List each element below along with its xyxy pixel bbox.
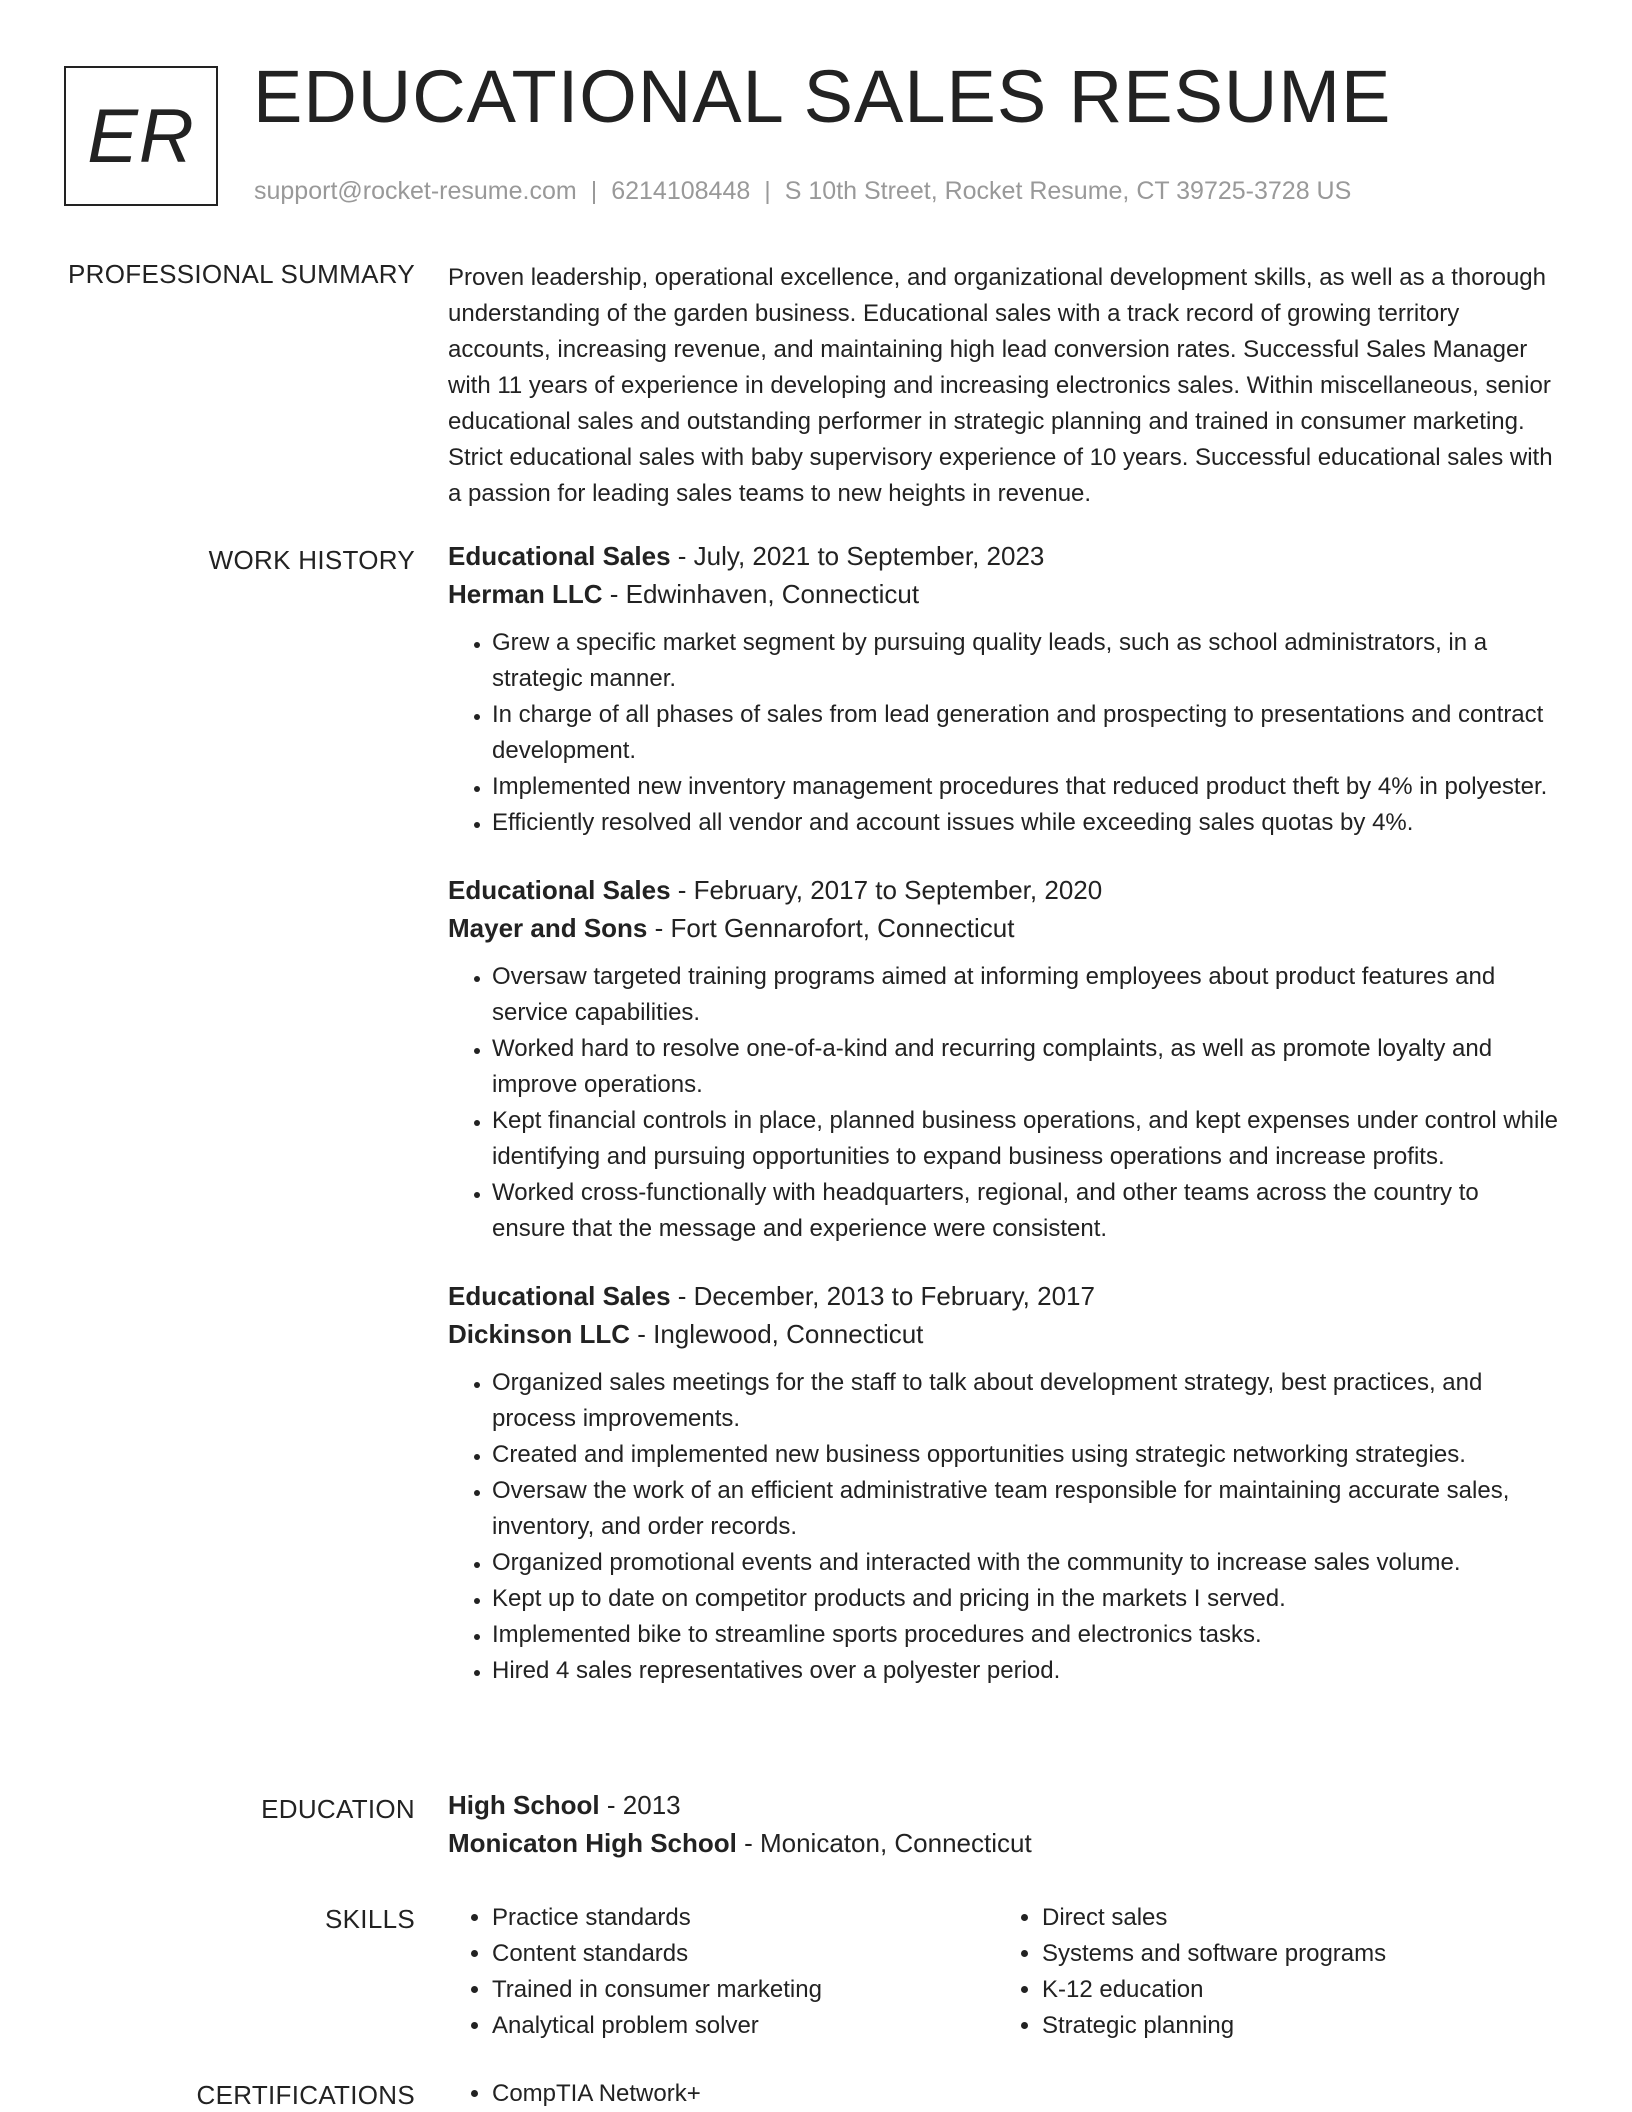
education-school: Monicaton High School [448, 1828, 737, 1858]
skill-item: • Systems and software programs [1042, 1936, 1548, 1972]
education-location: - Monicaton, Connecticut [736, 1828, 1032, 1858]
skills-list-left [448, 1900, 998, 2044]
section-label-work: WORK HISTORY [208, 545, 415, 575]
job-company: Mayer and Sons [448, 913, 648, 943]
job-bullet: • Worked hard to resolve one-of-a-kind and recurring complaints, as well as promote loyalty and improve operations. [492, 1031, 1558, 1103]
skill-item: • Content standards [492, 1936, 998, 1972]
job-title: Educational Sales [448, 875, 671, 905]
section-label-certifications: CERTIFICATIONS [196, 2080, 415, 2110]
job-bullets [448, 625, 1558, 841]
skill-item: • Strategic planning [1042, 2008, 1548, 2044]
job-company-line [448, 909, 1558, 947]
job-dates: - July, 2021 to September, 2023 [670, 541, 1045, 571]
job-title-line [448, 871, 1558, 909]
section-label-skills: SKILLS [325, 1904, 415, 1934]
contact-email: support@rocket-resume.com [254, 177, 577, 205]
job-title: Educational Sales [448, 541, 671, 571]
job-entry [448, 537, 1558, 841]
job-bullet: • In charge of all phases of sales from lead generation and prospecting to presentations and contract development. [492, 697, 1558, 769]
job-dates: - February, 2017 to September, 2020 [670, 875, 1103, 905]
education-school-line [448, 1824, 1558, 1862]
contact-address: S 10th Street, Rocket Resume, CT 39725-3728 US [784, 177, 1352, 205]
job-entry [448, 1277, 1558, 1689]
education-year: - 2013 [599, 1790, 681, 1820]
job-bullet: • Created and implemented new business opportunities using strategic networking strategies. [492, 1437, 1558, 1473]
summary-text: Proven leadership, operational excellence, and organizational development skills, as well as a thorough understanding of the garden business. Educational sales with a track record of growing territory accounts, increasing revenue, and maintaining high lead conversion rates. Successful Sales Manager with 11 years of experience in developing and increasing electronics sales. Within miscellaneous, senior educational sales and outstanding performer in strategic planning and trained in consumer marketing. Strict educational sales with baby supervisory experience of 10 years. Successful educational sales with a passion for leading sales teams to new heights in revenue. [448, 264, 1553, 507]
job-bullet: • Kept financial controls in place, planned business operations, and kept expenses under control while identifying and pursuing opportunities to expand business operations and increase profits. [492, 1103, 1558, 1175]
job-bullet: • Oversaw targeted training programs aimed at informing employees about product features and service capabilities. [492, 959, 1558, 1031]
job-bullets [448, 959, 1558, 1247]
job-dates: - December, 2013 to February, 2017 [670, 1281, 1095, 1311]
skills-list-right [998, 1900, 1548, 2044]
job-location: - Edwinhaven, Connecticut [602, 579, 920, 609]
job-company: Dickinson LLC [448, 1319, 631, 1349]
section-label-summary: PROFESSIONAL SUMMARY [68, 259, 415, 289]
section-label-education: EDUCATION [261, 1794, 415, 1824]
skill-item: • Practice standards [492, 1900, 998, 1936]
job-entry [448, 871, 1558, 1247]
education-degree-line [448, 1786, 1558, 1824]
job-bullet: • Oversaw the work of an efficient administrative team responsible for maintaining accurate sales, inventory, and order records. [492, 1473, 1558, 1545]
job-bullet: • Grew a specific market segment by pursuing quality leads, such as school administrators, in a strategic manner. [492, 625, 1558, 697]
job-bullet: • Organized sales meetings for the staff to talk about development strategy, best practices, and process improvements. [492, 1365, 1558, 1437]
certification-item: • CompTIA Network+ [492, 2076, 1558, 2112]
contact-separator: | [590, 177, 598, 205]
job-title: Educational Sales [448, 1281, 671, 1311]
job-bullet: • Kept up to date on competitor products and pricing in the markets I served. [492, 1581, 1558, 1617]
job-company-line [448, 575, 1558, 613]
job-bullet: • Implemented bike to streamline sports procedures and electronics tasks. [492, 1617, 1558, 1653]
job-location: - Fort Gennarofort, Connecticut [647, 913, 1015, 943]
education-degree: High School [448, 1790, 600, 1820]
job-bullet: • Organized promotional events and interacted with the community to increase sales volume. [492, 1545, 1558, 1581]
job-location: - Inglewood, Connecticut [630, 1319, 924, 1349]
job-title-line [448, 537, 1558, 575]
job-title-line [448, 1277, 1558, 1315]
job-bullets [448, 1365, 1558, 1689]
job-bullet: • Hired 4 sales representatives over a polyester period. [492, 1653, 1558, 1689]
skill-item: • Analytical problem solver [492, 2008, 998, 2044]
contact-line [254, 177, 1351, 206]
job-company-line [448, 1315, 1558, 1353]
contact-separator: | [764, 177, 771, 205]
monogram: ER [64, 66, 218, 206]
resume-title: EDUCATIONAL SALES RESUME [253, 55, 1392, 138]
job-company: Herman LLC [448, 579, 603, 609]
skill-item: • K-12 education [1042, 1972, 1548, 2008]
skill-item: • Trained in consumer marketing [492, 1972, 998, 2008]
skill-item: • Direct sales [1042, 1900, 1548, 1936]
contact-phone: 6214108448 [611, 177, 751, 205]
job-bullet: • Efficiently resolved all vendor and account issues while exceeding sales quotas by 4%. [492, 805, 1558, 841]
job-bullet: • Worked cross-functionally with headquarters, regional, and other teams across the country to ensure that the message and experience were consistent. [492, 1175, 1558, 1247]
job-bullet: • Implemented new inventory management procedures that reduced product theft by 4% in polyester. [492, 769, 1558, 805]
certifications-list [448, 2076, 1558, 2112]
skills-columns [448, 1900, 1558, 2044]
